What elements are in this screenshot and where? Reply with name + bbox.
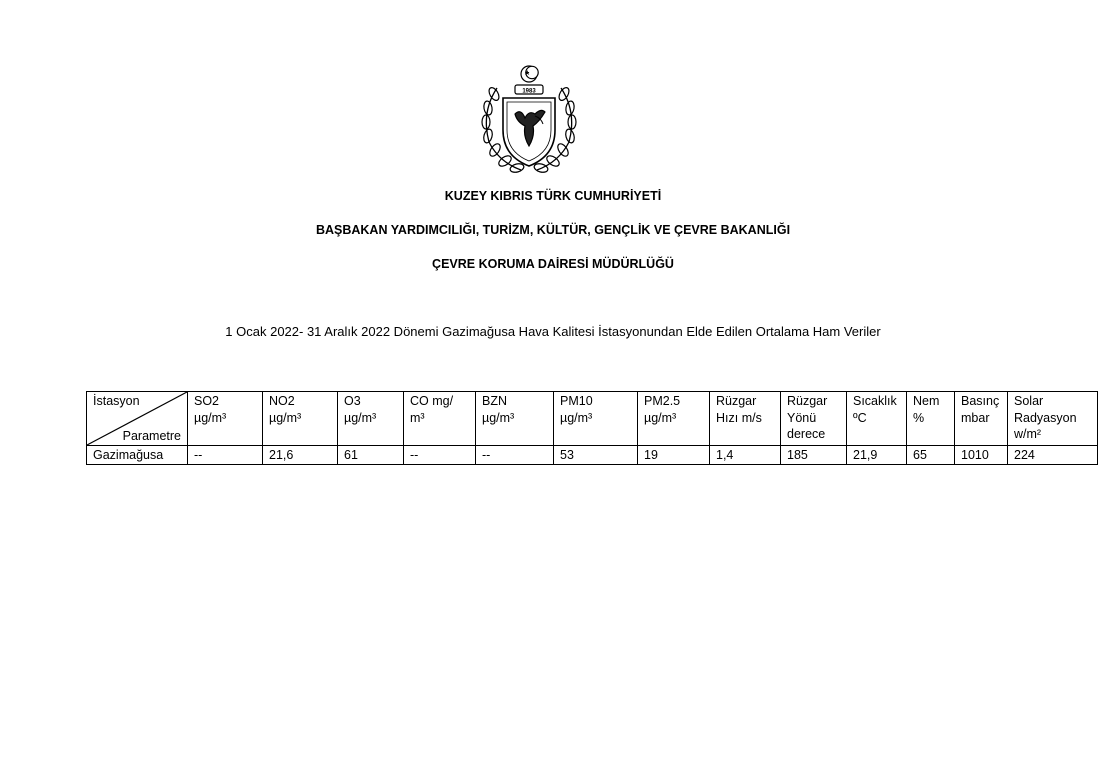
header-cell: O3 µg/m³ — [338, 392, 404, 446]
country-title: KUZEY KIBRIS TÜRK CUMHURİYETİ — [444, 189, 662, 203]
header-cell: SO2 µg/m³ — [188, 392, 263, 446]
corner-header-cell — [87, 392, 188, 446]
value-cell: 21,6 — [263, 446, 338, 465]
parameter-label: Parametre — [122, 428, 181, 443]
value-cell: -- — [404, 446, 476, 465]
header-cell: Basınç mbar — [955, 392, 1008, 446]
value-cell: 1,4 — [710, 446, 781, 465]
value-cell: 19 — [638, 446, 710, 465]
station-label: İstasyon — [93, 394, 140, 408]
header-cell: Solar Radyasyon w/m² — [1008, 392, 1098, 446]
kktc-emblem — [475, 62, 583, 176]
value-cell: 61 — [338, 446, 404, 465]
value-cell: 1010 — [955, 446, 1008, 465]
ministry-title: BAŞBAKAN YARDIMCILIĞI, TURİZM, KÜLTÜR, GENÇLİK VE ÇEVRE BAKANLIĞI — [315, 223, 791, 237]
header-cell: NO2 µg/m³ — [263, 392, 338, 446]
value-cell: 185 — [781, 446, 847, 465]
value-cell: 224 — [1008, 446, 1098, 465]
header-cell: Rüzgar Yönü derece — [781, 392, 847, 446]
report-subtitle: 1 Ocak 2022- 31 Aralık 2022 Dönemi Gazimağusa Hava Kalitesi İstasyonundan Elde Edilen Ortalama Ham Veriler — [225, 324, 881, 339]
header-row — [87, 392, 1098, 446]
emblem-year: 1983 — [522, 88, 536, 95]
header-cell: Rüzgar Hızı m/s — [710, 392, 781, 446]
header-cell: BZN µg/m³ — [476, 392, 554, 446]
value-cell: 65 — [907, 446, 955, 465]
header-cell: Sıcaklık ºC — [847, 392, 907, 446]
value-cell: -- — [188, 446, 263, 465]
department-title: ÇEVRE KORUMA DAİRESİ MÜDÜRLÜĞÜ — [432, 257, 674, 271]
header-cell: PM2.5 µg/m³ — [638, 392, 710, 446]
value-cell: 21,9 — [847, 446, 907, 465]
table-row — [87, 446, 1098, 465]
station-cell: Gazimağusa — [87, 446, 188, 465]
header-cell: Nem % — [907, 392, 955, 446]
value-cell: -- — [476, 446, 554, 465]
header-cell: CO mg/ m³ — [404, 392, 476, 446]
air-quality-table — [86, 391, 1098, 465]
value-cell: 53 — [554, 446, 638, 465]
header-cell: PM10 µg/m³ — [554, 392, 638, 446]
